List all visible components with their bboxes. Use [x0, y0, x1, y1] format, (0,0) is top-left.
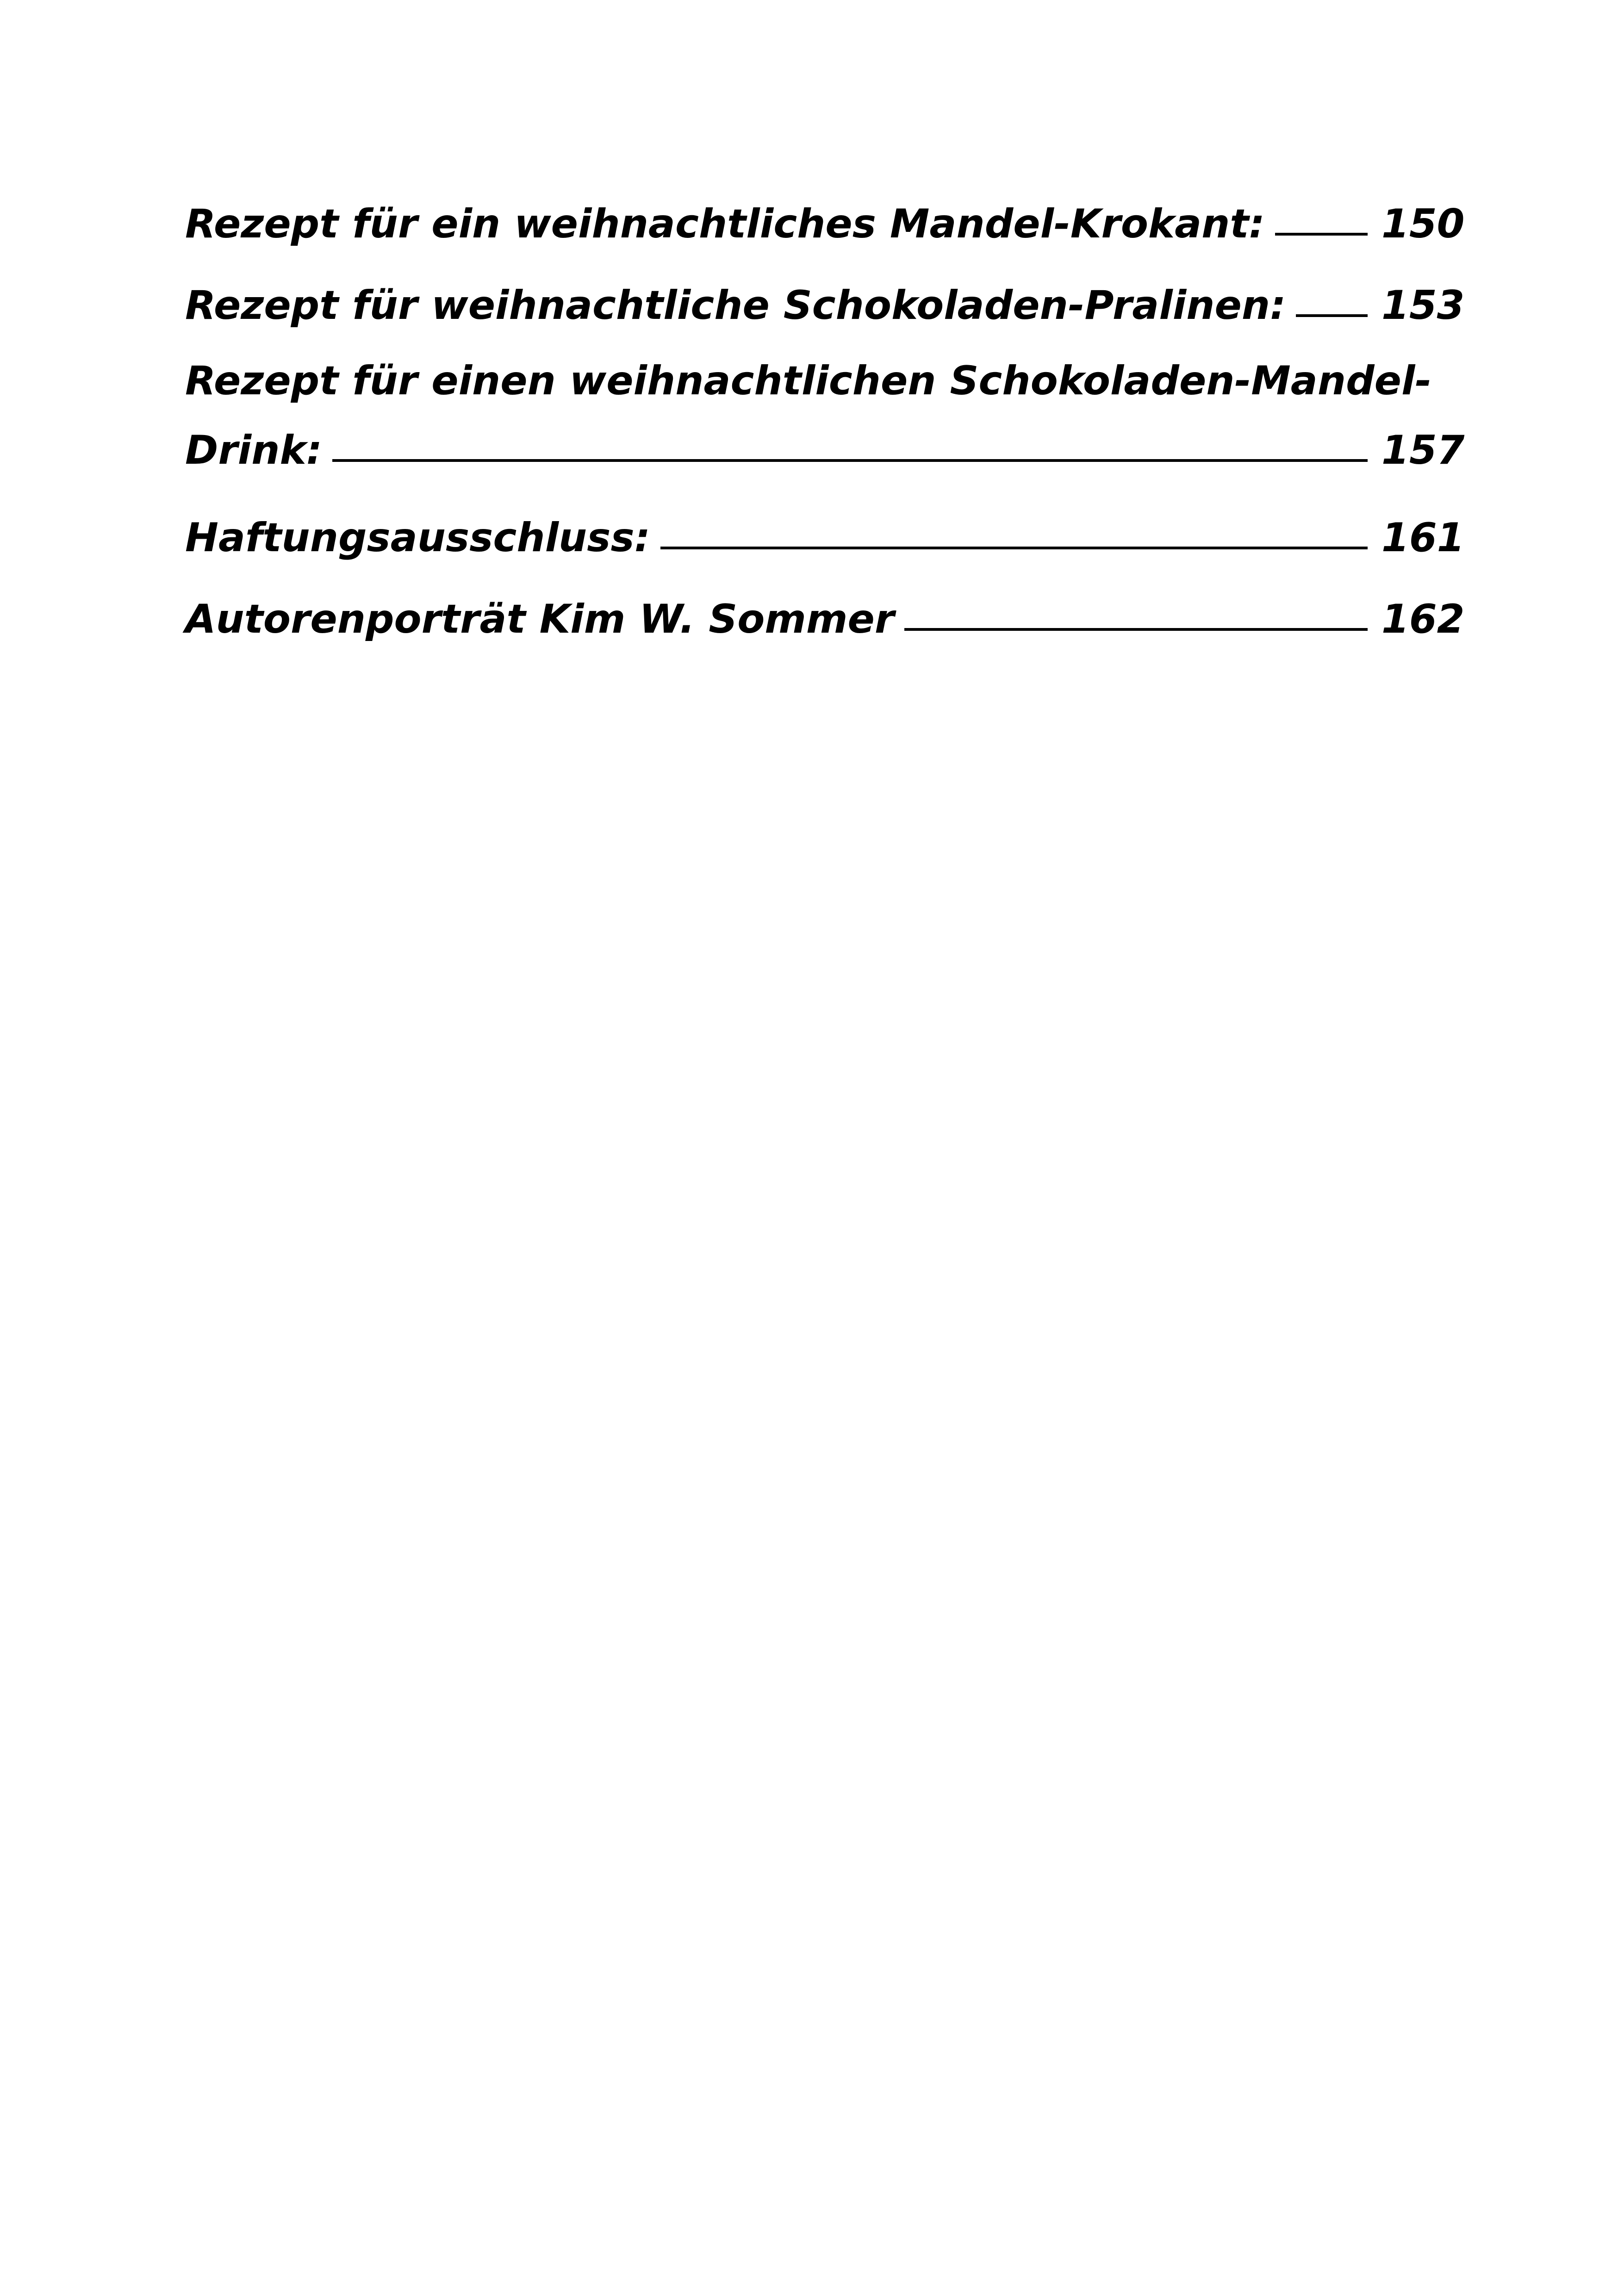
toc-entry-title: Autorenporträt Kim W. Sommer — [185, 596, 895, 642]
toc-leader-line — [332, 459, 1368, 462]
toc-entry-title-line-1: Rezept für einen weihnachtlichen Schokoladen-Mandel- — [185, 358, 1432, 404]
toc-leader-line — [904, 628, 1368, 631]
toc-leader-line — [1296, 314, 1368, 317]
table-of-contents — [185, 183, 1465, 660]
toc-page-number: 161 — [1382, 515, 1465, 561]
toc-page-number: 153 — [1382, 282, 1465, 329]
toc-leader-line — [660, 547, 1368, 549]
toc-entry-second-line — [185, 416, 1465, 497]
toc-entry-title: Rezept für weihnachtliche Schokoladen-Pralinen: — [185, 282, 1286, 329]
toc-entry-title: Rezept für ein weihnachtliches Mandel-Krokant: — [185, 201, 1265, 247]
toc-page-number: 162 — [1382, 596, 1465, 642]
toc-entry-schokoladen-pralinen[interactable] — [185, 265, 1465, 346]
toc-entry-title-line-2: Drink: — [185, 427, 323, 473]
toc-entry-schokoladen-mandel-drink[interactable] — [185, 346, 1465, 497]
toc-leader-line — [1275, 233, 1368, 236]
toc-page-number: 150 — [1382, 201, 1465, 247]
toc-entry-haftungsausschluss[interactable] — [185, 497, 1465, 579]
toc-entry-title: Haftungsausschluss: — [185, 515, 651, 561]
toc-page-number: 157 — [1382, 427, 1465, 473]
toc-entry-mandel-krokant[interactable] — [185, 183, 1465, 265]
toc-entry-autorenportraet[interactable] — [185, 579, 1465, 660]
